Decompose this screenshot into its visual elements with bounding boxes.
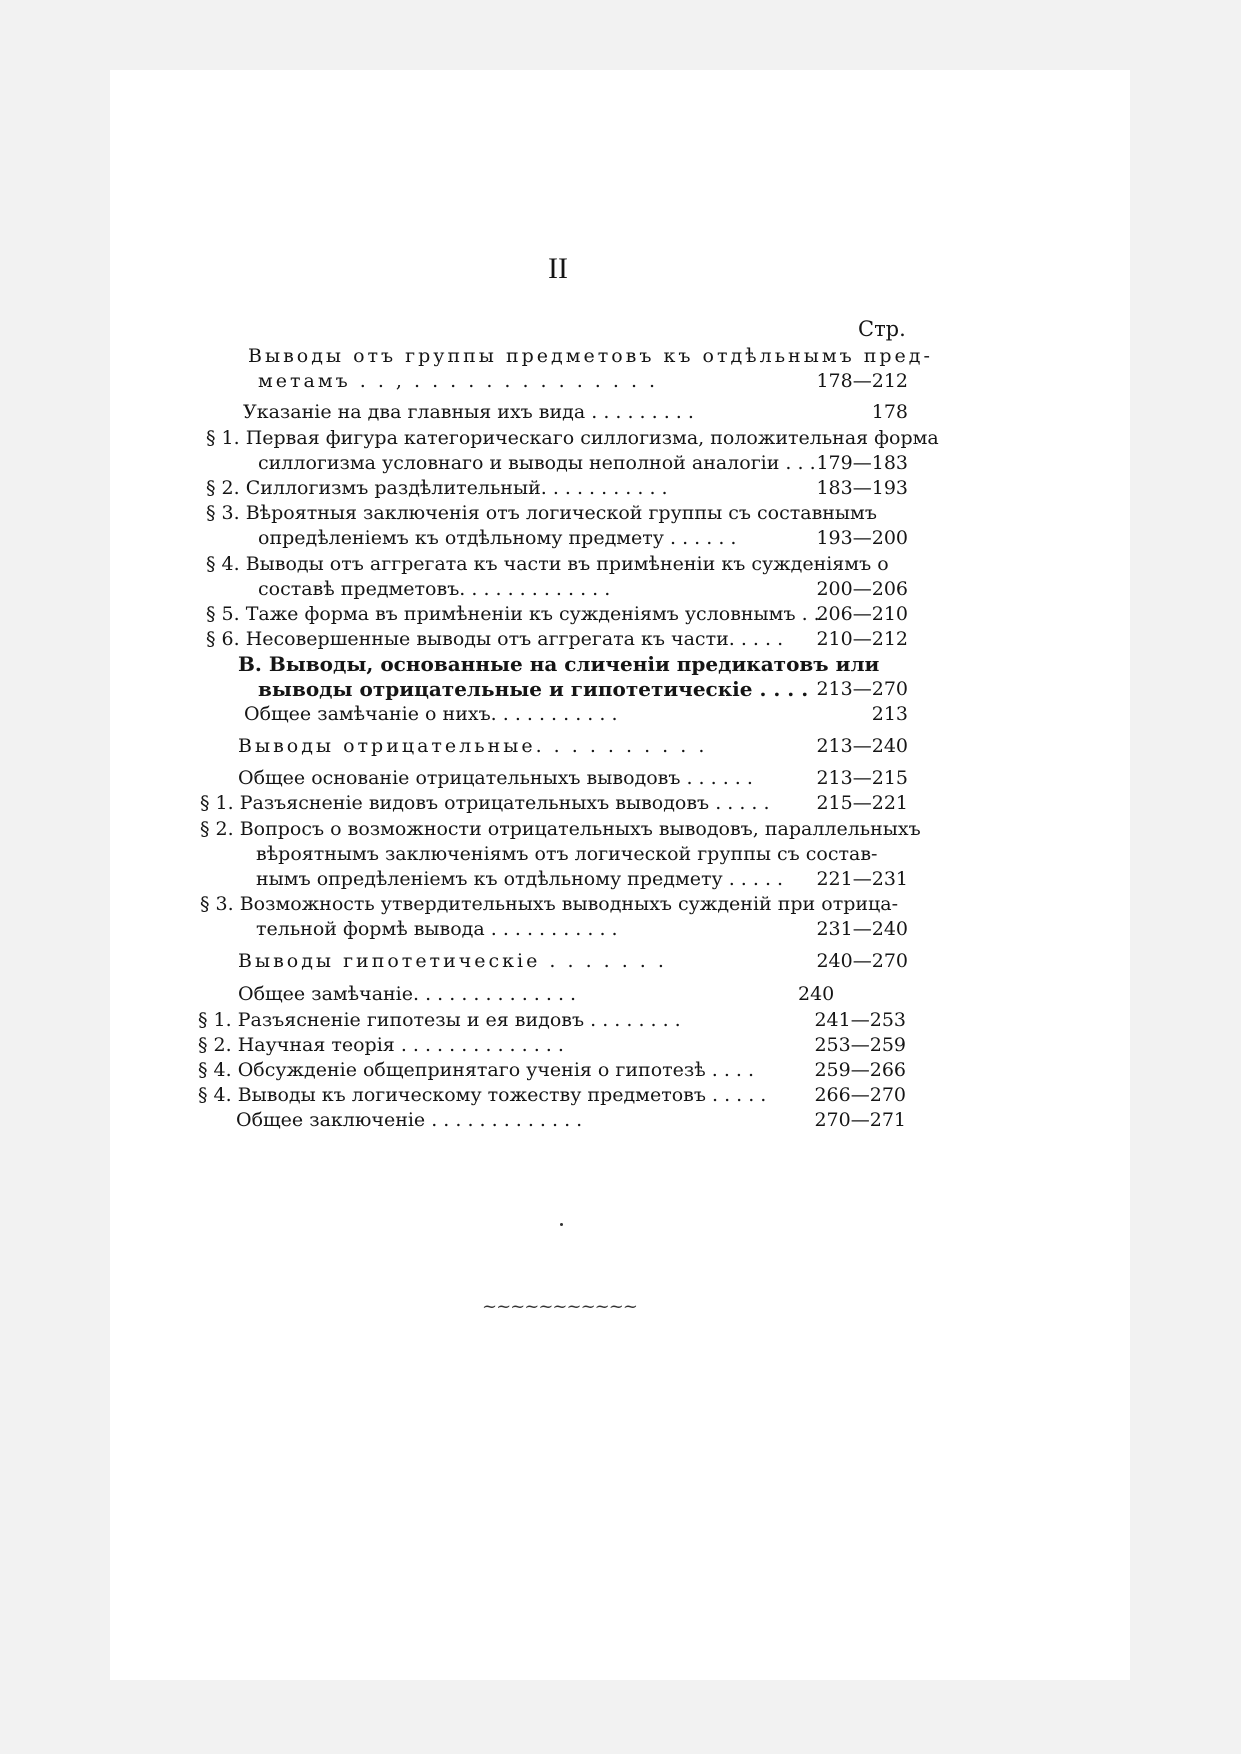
toc-entry-pages: 213—270 — [816, 678, 908, 700]
toc-entry-label: § 4. Обсужденіе общепринятаго ученія о гипотезѣ . . . . — [198, 1059, 755, 1081]
toc-entry-pages: 215—221 — [816, 792, 908, 814]
toc-entry-label: Общее основаніе отрицательныхъ выводовъ . . . . . . — [238, 767, 753, 789]
page — [110, 70, 1130, 1680]
toc-entry-label: силлогизма условнаго и выводы неполной аналогіи . . . — [258, 452, 816, 474]
toc-entry-pages: 179—183 — [816, 452, 908, 474]
toc-entry-label: § 2. Силлогизмъ раздѣлительный. . . . . . . . . . . — [206, 477, 668, 499]
toc-entry-pages: 266—270 — [814, 1084, 906, 1106]
toc-entry-label: § 4. Выводы отъ аггрегата къ части въ примѣненіи къ сужденіямъ о — [206, 553, 889, 575]
toc-entry-pages: 240—270 — [816, 950, 908, 972]
toc-entry-pages: 259—266 — [814, 1059, 906, 1081]
toc-entry-label: Общее замѣчаніе. . . . . . . . . . . . . . — [238, 983, 577, 1005]
toc-entry-pages: 178 — [871, 401, 908, 423]
toc-entry-label: Указаніе на два главныя ихъ вида . . . . . . . . . — [243, 401, 694, 423]
toc-entry-pages: 253—259 — [814, 1034, 906, 1056]
toc-entry-pages: 210—212 — [816, 628, 908, 650]
toc-entry-label: § 2. Вопросъ о возможности отрицательныхъ выводовъ, параллельныхъ — [200, 818, 921, 840]
ornament-rule: ~~~~~~~~~~~ — [482, 1296, 637, 1317]
toc-entry-label: § 1. Разъясненіе видовъ отрицательныхъ выводовъ . . . . . — [200, 792, 770, 814]
toc-entry-label: нымъ опредѣленіемъ къ отдѣльному предмету . . . . . — [256, 868, 784, 890]
toc-entry-label: Выводы отъ группы предметовъ къ отдѣльнымъ пред- — [248, 345, 933, 367]
toc-entry-label: § 5. Таже форма въ примѣненіи къ сужденіямъ условнымъ . . — [206, 603, 820, 625]
toc-entry-pages: 193—200 — [816, 527, 908, 549]
toc-entry-pages: 213 — [871, 703, 908, 725]
toc-entry-pages: 178—212 — [816, 370, 908, 392]
toc-entry-pages: 183—193 — [816, 477, 908, 499]
toc-entry-pages: 270—271 — [814, 1109, 906, 1131]
toc-entry-label: вѣроятнымъ заключеніямъ отъ логической группы съ состав- — [256, 843, 878, 865]
toc-entry-label: метамъ . . , . . . . . . . . . . . . . . — [258, 370, 659, 392]
toc-section-heading: выводы отрицательные и гипотетическіе . . . . — [258, 677, 809, 701]
page-column-label: Стр. — [858, 317, 906, 341]
toc-entry-label: § 1. Первая фигура категорическаго силлогизма, положительная форма — [206, 427, 939, 449]
page-numeral: II — [548, 252, 568, 285]
toc-entry-label: составѣ предметовъ. . . . . . . . . . . . . — [258, 578, 611, 600]
toc-entry-pages: 200—206 — [816, 578, 908, 600]
toc-entry-pages: 213—215 — [816, 767, 908, 789]
toc-entry-pages: 240 — [798, 983, 835, 1005]
toc-entry-label: Общее заключеніе . . . . . . . . . . . . . — [236, 1109, 583, 1131]
toc-entry-label: тельной формѣ вывода . . . . . . . . . . . — [256, 918, 618, 940]
toc-subsection-heading: Выводы отрицательные. . . . . . . . . . — [238, 735, 708, 757]
toc-entry-pages: 241—253 — [814, 1009, 906, 1031]
toc-entry-label: § 4. Выводы къ логическому тожеству предметовъ . . . . . — [198, 1084, 767, 1106]
toc-entry-label: Общее замѣчаніе о нихъ. . . . . . . . . . . — [244, 703, 618, 725]
toc-entry-label: § 3. Вѣроятныя заключенія отъ логической группы съ составнымъ — [206, 502, 877, 524]
toc-entry-pages: 206—210 — [816, 603, 908, 625]
toc-entry-label: опредѣленіемъ къ отдѣльному предмету . . . . . . — [258, 527, 737, 549]
toc-subsection-heading: Выводы гипотетическіе . . . . . . . — [238, 950, 667, 972]
toc-entry-pages: 221—231 — [816, 868, 908, 890]
toc-entry-label: § 2. Научная теорія . . . . . . . . . . . . . . — [198, 1034, 564, 1056]
toc-entry-pages: 213—240 — [816, 735, 908, 757]
toc-entry-label: § 6. Несовершенные выводы отъ аггрегата къ части. . . . . — [206, 628, 784, 650]
toc-entry-label: § 3. Возможность утвердительныхъ выводныхъ сужденій при отрица- — [200, 893, 898, 915]
toc-entry-label: § 1. Разъясненіе гипотезы и ея видовъ . . . . . . . . — [198, 1009, 681, 1031]
toc-section-heading: В. Выводы, основанные на сличеніи предикатовъ или — [238, 652, 880, 676]
toc-entry-pages: 231—240 — [816, 918, 908, 940]
center-dot — [560, 1223, 563, 1226]
